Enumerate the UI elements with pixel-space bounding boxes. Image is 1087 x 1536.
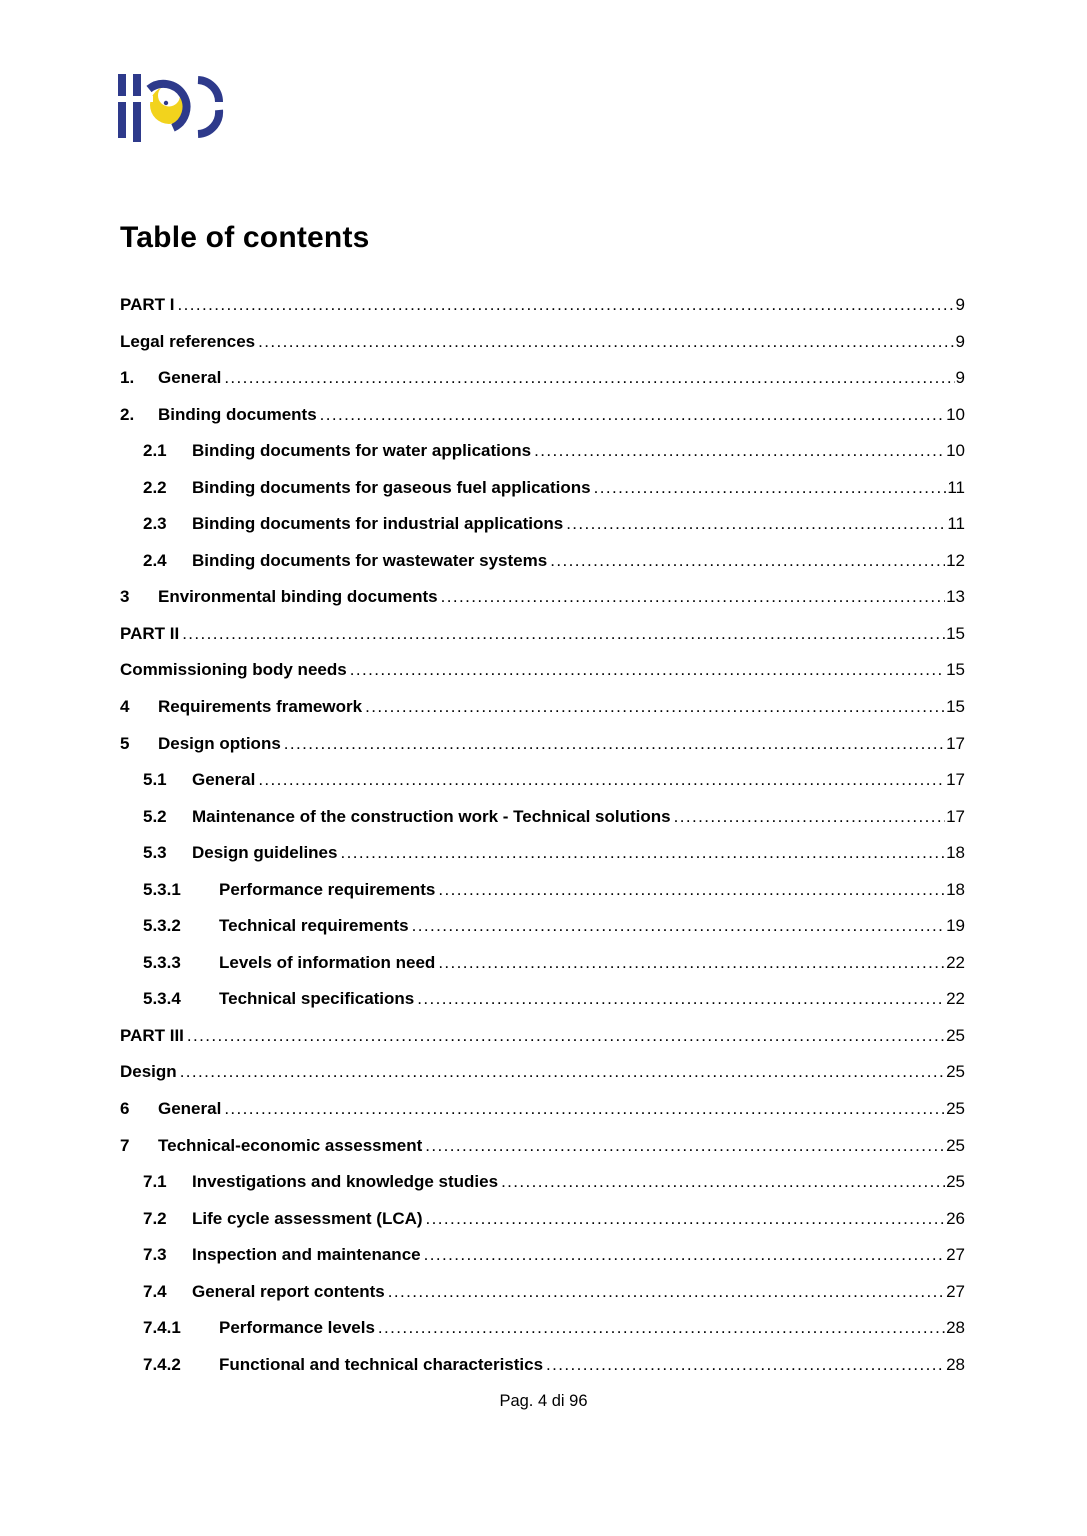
toc-entry-page: 11 <box>947 514 965 534</box>
toc-dot-leader <box>180 1054 945 1091</box>
toc-entry[interactable] <box>120 543 965 580</box>
toc-entry-number: 2.3 <box>143 514 167 534</box>
toc-entry[interactable] <box>120 1018 965 1055</box>
toc-entry-label: Commissioning body needs <box>120 660 347 680</box>
toc-entry-label: Binding documents for wastewater systems <box>192 550 548 570</box>
toc-dot-leader <box>224 360 954 397</box>
toc-dot-leader <box>378 1310 945 1347</box>
toc-entry-number: 5.1 <box>143 770 167 790</box>
toc-entry[interactable] <box>120 1347 965 1384</box>
toc-dot-leader <box>441 579 946 616</box>
toc-entry-page: 11 <box>947 477 965 497</box>
toc-dot-leader <box>412 908 945 945</box>
toc-dot-leader <box>438 945 945 982</box>
toc-entry-page: 28 <box>946 1354 965 1374</box>
toc-entry[interactable] <box>120 1128 965 1165</box>
toc-dot-leader <box>594 470 947 507</box>
toc-entry-label: PART III <box>120 1025 184 1045</box>
toc-entry-page: 28 <box>946 1318 965 1338</box>
toc-entry-label: Binding documents for industrial applications <box>192 514 564 534</box>
toc-entry[interactable] <box>120 652 965 689</box>
toc-entry-number: 7.2 <box>143 1208 167 1228</box>
toc-dot-leader <box>258 324 954 361</box>
toc-entry[interactable] <box>120 689 965 726</box>
toc-entry-page: 15 <box>946 697 965 717</box>
toc-dot-leader <box>177 287 954 324</box>
toc-entry-number: 2.2 <box>143 477 167 497</box>
toc-entry[interactable] <box>120 1054 965 1091</box>
toc-entry-label: Binding documents <box>158 404 317 424</box>
toc-dot-leader <box>350 652 945 689</box>
toc-entry-number: 5.3.1 <box>143 879 181 899</box>
toc-entry[interactable] <box>120 1164 965 1201</box>
toc-entry-label: Life cycle assessment (LCA) <box>192 1208 423 1228</box>
toc-entry-label: Inspection and maintenance <box>192 1245 421 1265</box>
toc-entry-label: Levels of information need <box>219 952 436 972</box>
toc-dot-leader <box>501 1164 945 1201</box>
page-footer: Pag. 4 di 96 <box>499 1392 588 1410</box>
toc-entry-page: 26 <box>946 1208 965 1228</box>
toc-entry-page: 18 <box>946 843 965 863</box>
toc-dot-leader <box>388 1274 945 1311</box>
toc-entry-label: PART I <box>120 295 175 314</box>
toc-entry-number: 7.4.2 <box>143 1354 181 1374</box>
toc-entry-label: Environmental binding documents <box>158 587 438 607</box>
toc-entry-label: Performance requirements <box>219 879 436 899</box>
toc-entry[interactable] <box>120 835 965 872</box>
toc-dot-leader <box>340 835 945 872</box>
toc-entry-number: 6 <box>120 1099 130 1119</box>
toc-entry-label: Binding documents for gaseous fuel applications <box>192 477 591 497</box>
toc-entry[interactable] <box>120 1091 965 1128</box>
toc-entry-number: 3 <box>120 587 130 607</box>
toc-entry-page: 19 <box>946 916 965 936</box>
toc-entry-page: 12 <box>946 550 965 570</box>
toc-entry-page: 18 <box>946 879 965 899</box>
toc-entry[interactable] <box>120 981 965 1018</box>
toc-dot-leader <box>320 397 945 434</box>
toc-entry[interactable] <box>120 433 965 470</box>
toc-entry-number: 2.4 <box>143 550 167 570</box>
toc-entry-number: 7.4 <box>143 1281 167 1301</box>
toc-entry-page: 22 <box>946 989 965 1009</box>
toc-entry-page: 15 <box>946 660 965 680</box>
toc-entry-label: Maintenance of the construction work - Technical solutions <box>192 806 671 826</box>
toc-entry[interactable] <box>120 945 965 982</box>
toc-entry-label: Performance levels <box>219 1318 375 1338</box>
toc-dot-leader <box>365 689 945 726</box>
toc-entry[interactable] <box>120 470 965 507</box>
toc-entry-page: 25 <box>946 1062 965 1082</box>
toc-entry-page: 25 <box>946 1025 965 1045</box>
page-title: Table of contents <box>120 221 370 255</box>
toc-entry-label: Technical-economic assessment <box>158 1135 423 1155</box>
toc-entry[interactable] <box>120 616 965 653</box>
toc-entry-page: 17 <box>946 733 965 753</box>
toc-entry-label: General <box>158 1099 222 1119</box>
toc-entry-label: Investigations and knowledge studies <box>192 1172 499 1192</box>
toc-entry-number: 5.3 <box>143 843 167 863</box>
toc-entry[interactable] <box>120 360 965 397</box>
toc-entry-page: 10 <box>946 404 965 424</box>
toc-entry-label: General <box>192 770 256 790</box>
toc-entry-number: 7 <box>120 1135 130 1155</box>
toc-entry-number: 7.4.1 <box>143 1318 181 1338</box>
toc-dot-leader <box>426 1201 946 1238</box>
toc-entry-label: Binding documents for water applications <box>192 441 532 461</box>
toc-entry-label: Technical specifications <box>219 989 415 1009</box>
toc-entry-label: Design options <box>158 733 281 753</box>
toc-dot-leader <box>534 433 945 470</box>
toc-entry-page: 9 <box>955 295 965 314</box>
toc-entry-number: 5.3.3 <box>143 952 181 972</box>
ipe-logo-icon <box>118 72 224 144</box>
toc-entry-number: 7.3 <box>143 1245 167 1265</box>
toc-dot-leader <box>424 1237 945 1274</box>
toc-entry-label: Design <box>120 1062 177 1082</box>
toc-entry-page: 25 <box>946 1172 965 1192</box>
toc-entry-page: 15 <box>946 623 965 643</box>
toc-entry-page: 25 <box>946 1135 965 1155</box>
toc-entry[interactable] <box>120 726 965 763</box>
toc-dot-leader <box>546 1347 945 1384</box>
toc-entry[interactable] <box>120 799 965 836</box>
company-logo <box>118 72 224 144</box>
toc-entry[interactable] <box>120 1310 965 1347</box>
toc-entry-number: 1. <box>120 368 135 388</box>
toc-dot-leader <box>224 1091 945 1128</box>
toc-entry-label: PART II <box>120 623 180 643</box>
toc-entry[interactable] <box>120 324 965 361</box>
toc-dot-leader <box>438 872 945 909</box>
toc-entry-page: 22 <box>946 952 965 972</box>
toc-dot-leader <box>417 981 945 1018</box>
toc-dot-leader <box>550 543 945 580</box>
toc-entry[interactable] <box>120 1274 965 1311</box>
toc-entry-label: General report contents <box>192 1281 385 1301</box>
toc-entry-page: 17 <box>946 806 965 826</box>
toc-entry[interactable] <box>120 287 965 324</box>
toc-entry-number: 2. <box>120 404 135 424</box>
toc-dot-leader <box>566 506 946 543</box>
toc-entry-page: 10 <box>946 441 965 461</box>
toc-entry[interactable] <box>120 762 965 799</box>
toc-entry-number: 4 <box>120 697 130 717</box>
toc-entry-label: Technical requirements <box>219 916 409 936</box>
toc-dot-leader <box>674 799 946 836</box>
toc-entry-label: Functional and technical characteristics <box>219 1354 544 1374</box>
table-of-contents <box>120 287 965 1383</box>
toc-dot-leader <box>187 1018 945 1055</box>
toc-entry[interactable] <box>120 908 965 945</box>
toc-entry-page: 27 <box>946 1245 965 1265</box>
toc-entry[interactable] <box>120 397 965 434</box>
toc-entry-page: 13 <box>946 587 965 607</box>
toc-entry-label: Legal references <box>120 331 256 351</box>
toc-dot-leader <box>182 616 945 653</box>
toc-entry-number: 5.2 <box>143 806 167 826</box>
toc-entry-label: General <box>158 368 222 388</box>
toc-dot-leader <box>425 1128 945 1165</box>
toc-entry[interactable] <box>120 1237 965 1274</box>
toc-dot-leader <box>284 726 945 763</box>
toc-entry-number: 7.1 <box>143 1172 167 1192</box>
toc-entry-page: 9 <box>955 331 965 351</box>
toc-entry-number: 5.3.2 <box>143 916 181 936</box>
toc-entry[interactable] <box>120 1201 965 1238</box>
toc-entry-number: 5.3.4 <box>143 989 181 1009</box>
toc-entry-number: 2.1 <box>143 441 167 461</box>
toc-entry-label: Requirements framework <box>158 697 363 717</box>
toc-entry-page: 17 <box>946 770 965 790</box>
toc-entry-page: 27 <box>946 1281 965 1301</box>
toc-entry-page: 25 <box>946 1099 965 1119</box>
toc-entry-label: Design guidelines <box>192 843 338 863</box>
toc-dot-leader <box>258 762 945 799</box>
toc-entry-page: 9 <box>955 368 965 388</box>
toc-entry-number: 5 <box>120 733 130 753</box>
toc-entry[interactable] <box>120 872 965 909</box>
toc-entry[interactable] <box>120 579 965 616</box>
toc-entry[interactable] <box>120 506 965 543</box>
